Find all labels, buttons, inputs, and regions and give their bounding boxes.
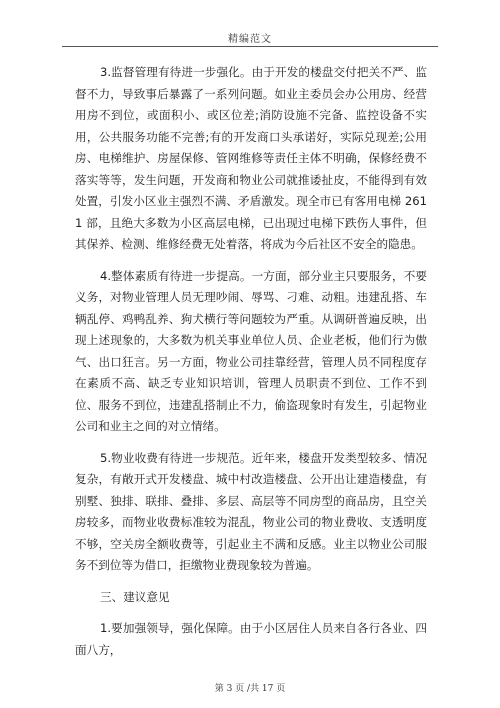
header-title: 精编范文 <box>228 34 272 45</box>
document-body <box>75 62 427 661</box>
header-divider <box>62 46 438 47</box>
page-number: 第 3 页 /共 17 页 <box>214 684 286 694</box>
page-header <box>0 0 500 46</box>
paragraph-fees: 5.物业收费有待进一步规范。近年来，楼盘开发类型较多、情况复杂，有敞开式开发楼盘、城中村改造楼盘、公开出让建造楼盘，有别墅、独排、联排、叠排、多层、高层等不同房型的商品房，且空关房较多，而物业收费标准较为混乱，物业公司的物业费收、支透明度不够，空关房全额收费等，引起业主不满和反感。业主以物业公司服务不到位等为借口，拒缴物业费现象较为普遍。 <box>75 450 427 572</box>
paragraph-supervision: 3.监督管理有待进一步强化。由于开发的楼盘交付把关不严、监督不力，导致事后暴露了一系列问题。如业主委员会办公用房、经营用房不到位，或面积小、或区位差;消防设施不完备、监控设备不实用，公共服务功能不完善;有的开发商口头承诺好，实际兑现差;公用房、电梯维护、房屋保修、管网维修等责任主体不明确，保修经费不落实等等，发生问题，开发商和物业公司就推诿扯皮，不能得到有效处置，引发小区业主强烈不满、矛盾激发。现全市已有客用电梯 2611 部，且绝大多数为小区高层电梯，已出现过电梯下跌伤人事件，但其保养、检测、维修经费无处着落，将成为今后社区不安全的隐患。 <box>75 65 427 251</box>
paragraph-quality: 4.整体素质有待进一步提高。一方面，部分业主只要服务，不要义务，对物业管理人员无理吵闹、辱骂、刁难、动粗。违建乱搭、车辆乱停、鸡鸭乱养、狗犬横行等问题较为严重。从调研普遍反映，出现上述现象的，大多数为机关事业单位人员、企业老板，他们行为傲气、出口狂言。另一方面，物业公司挂靠经营，管理人员不同程度存在素质不高、缺乏专业知识培训，管理人员职责不到位、工作不到位、服务不到位，违建乱搭制止不力，偷盗现象时有发生，引起物业公司和业主之间的对立情绪。 <box>75 268 427 433</box>
paragraph-leadership: 1.要加强领导，强化保障。由于小区居住人员来自各行各业、四面八方， <box>75 621 427 657</box>
section-heading: 三、建议意见 <box>100 589 170 604</box>
